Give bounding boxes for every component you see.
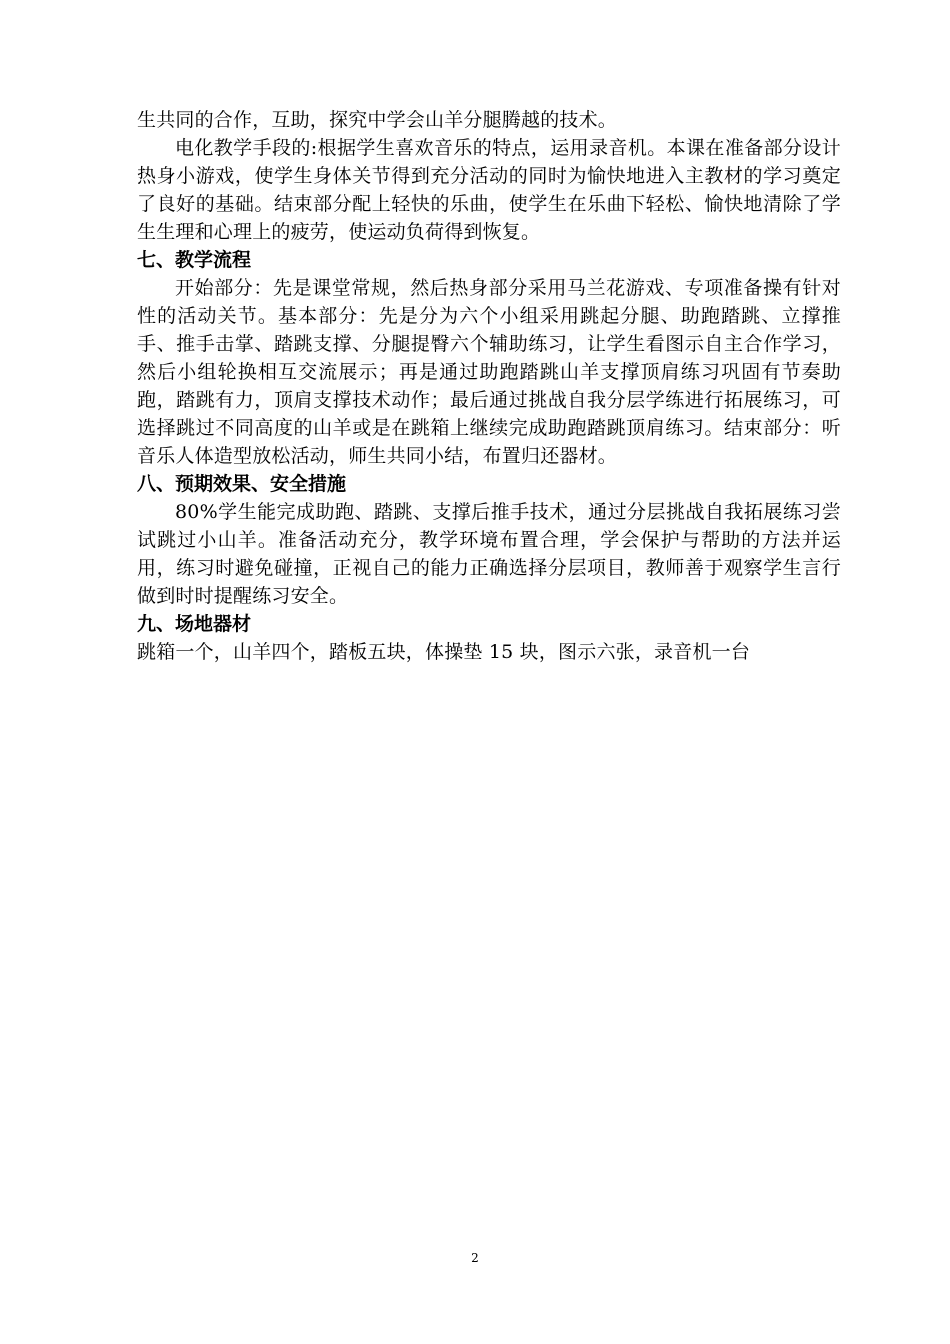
paragraph-continuation: 生共同的合作，互助，探究中学会山羊分腿腾越的技术。 xyxy=(137,109,618,131)
paragraph-venue-equipment: 跳箱一个，山羊四个，踏板五块，体操垫 15 块，图示六张，录音机一台 xyxy=(137,641,751,663)
heading-teaching-process: 七、教学流程 xyxy=(137,249,252,271)
heading-venue-equipment: 九、场地器材 xyxy=(137,613,252,635)
document-body xyxy=(137,106,841,666)
paragraph-expected-effects-safety: 80%学生能完成助跑、踏跳、支撑后推手技术，通过分层挑战自我拓展练习尝试跳过小山羊。准备活动充分，教学环境布置合理，学会保护与帮助的方法并运用，练习时避免碰撞，正视自己的能力正确选择分层项目，教师善于观察学生言行做到时时提醒练习安全。 xyxy=(137,501,841,607)
paragraph-electronic-teaching-means: 电化教学手段的:根据学生喜欢音乐的特点，运用录音机。本课在准备部分设计热身小游戏，使学生身体关节得到充分活动的同时为愉快地进入主教材的学习奠定了良好的基础。结束部分配上轻快的乐曲，使学生在乐曲下轻松、愉快地清除了学生生理和心理上的疲劳，使运动负荷得到恢复。 xyxy=(137,137,841,243)
page-number: 2 xyxy=(471,1251,479,1265)
heading-expected-effects-safety: 八、预期效果、安全措施 xyxy=(137,473,347,495)
paragraph-teaching-process: 开始部分：先是课堂常规，然后热身部分采用马兰花游戏、专项准备操有针对性的活动关节。基本部分：先是分为六个小组采用跳起分腿、助跑踏跳、立撑推手、推手击掌、踏跳支撑、分腿提臀六个辅助练习，让学生看图示自主合作学习，然后小组轮换相互交流展示；再是通过助跑踏跳山羊支撑顶肩练习巩固有节奏助跑，踏跳有力，顶肩支撑技术动作；最后通过挑战自我分层学练进行拓展练习，可选择跳过不同高度的山羊或是在跳箱上继续完成助跑踏跳顶肩练习。结束部分：听音乐人体造型放松活动，师生共同小结，布置归还器材。 xyxy=(137,277,841,467)
